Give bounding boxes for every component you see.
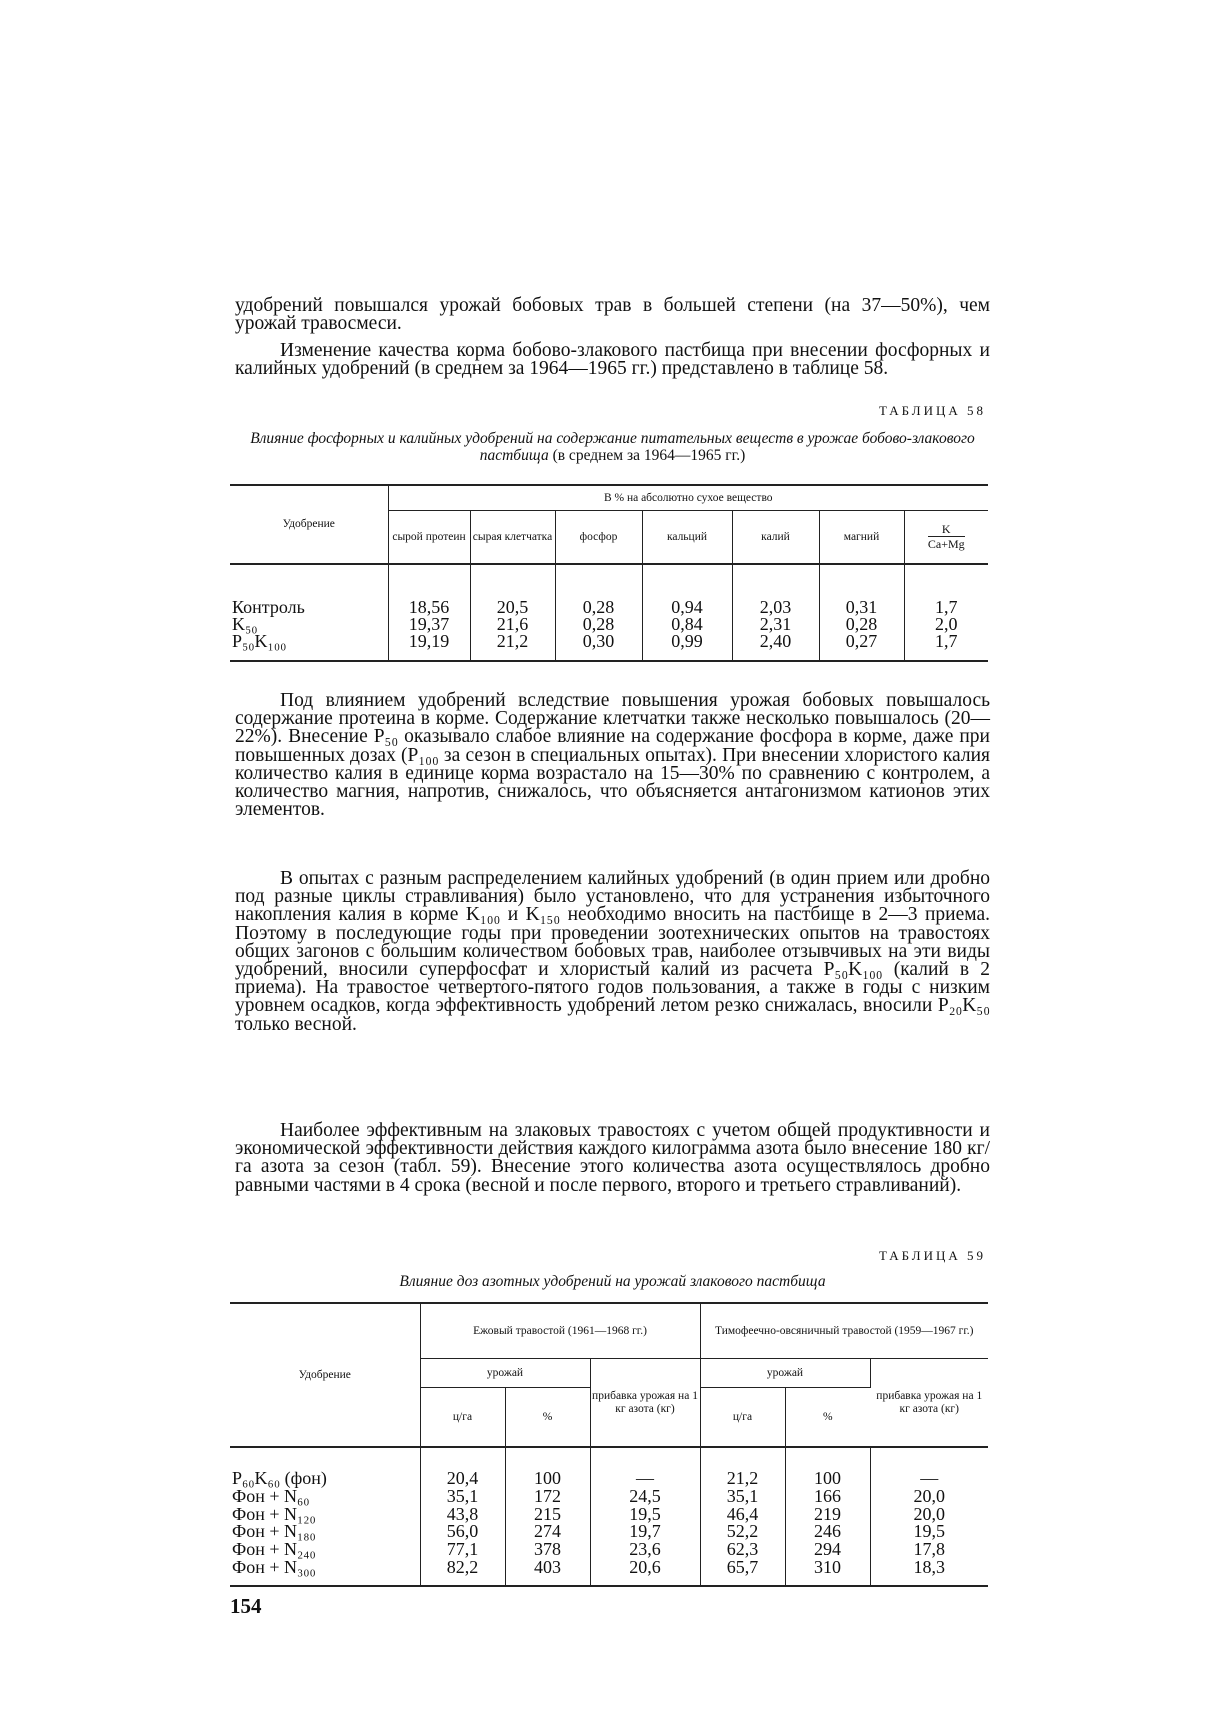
table58-col-ratio (904, 511, 988, 565)
cell: 82,2 (420, 1559, 505, 1586)
cell: 17,8 (913, 1539, 945, 1560)
row-label: Фон + N₆₀ (230, 1488, 420, 1506)
cell: 20,5 (470, 564, 555, 616)
cell: 65,7 (700, 1559, 785, 1586)
table59-unit-cha-2: ц/га (700, 1388, 785, 1448)
row-label: P₆₀K₆₀ (фон) (230, 1447, 420, 1488)
table58-header-fert: Удобрение (230, 485, 388, 564)
cell: 246 (785, 1523, 870, 1541)
table58-title-text: Влияние фосфорных и калийных удобрений на содержание питательных веществ в урожае бобово-злакового пастбища (250, 430, 975, 464)
paragraph-potassium: В опытах с разным распределением калийных удобрений (в один прием или дробно под разные циклы стравливания) было установлено, что для устранения избыточного накопления калия в корме K₁₀₀ и K₁₅₀ необходимо вносить на пастбище в 2—3 приема. Поэтому в последующие годы при проведении зоотехнических опытов на травостоях общих загонов с большим количеством бобовых трав, наиболее отзывчивых на эти виды удобрений, вносили суперфосфат и хлористый калий из расчета P₅₀K₁₀₀ (калий в 2 приема). На травостое четвертого-пятого годов пользования, а также в годы с низким уровнем осадков, когда эффективность удобрений летом резко снижалась, вносили P₂₀K₅₀ только весной. (235, 868, 990, 1035)
ratio-fraction (928, 522, 965, 551)
cell: 0,27 (819, 633, 904, 661)
cell: 20,0 (913, 1485, 945, 1506)
cell: 77,1 (420, 1541, 505, 1559)
ratio-numerator: K (928, 522, 965, 537)
cell: 1,7 (935, 597, 958, 617)
cell: — (920, 1468, 939, 1488)
cell: 18,56 (388, 564, 470, 616)
cell: 46,4 (700, 1506, 785, 1524)
table58-col-magnesium: магний (819, 511, 904, 565)
cell: 215 (505, 1506, 590, 1524)
cell: 35,1 (700, 1488, 785, 1506)
cell: 2,31 (732, 616, 819, 633)
cell: 2,40 (732, 633, 819, 661)
table58-col-potassium: калий (732, 511, 819, 565)
cell: 166 (785, 1488, 870, 1506)
table-row (230, 1559, 988, 1586)
cell: 23,6 (590, 1541, 700, 1559)
cell: 378 (505, 1541, 590, 1559)
cell: 21,2 (700, 1447, 785, 1488)
cell: 43,8 (420, 1506, 505, 1524)
cell: 20,4 (420, 1447, 505, 1488)
cell: 0,84 (642, 616, 732, 633)
table-row (230, 1541, 988, 1559)
table58 (230, 484, 988, 662)
cell: 1,7 (935, 631, 958, 651)
cell: 0,28 (555, 616, 642, 633)
cell: 2,0 (935, 614, 958, 634)
row-label: Фон + N₁₈₀ (230, 1523, 420, 1541)
paragraph-nitrogen: Наиболее эффективным на злаковых травостоях с учетом общей продуктивности и экономической эффективности действия каждого килограмма азота было внесение 180 кг/га азота за сезон (табл. 59). Внесение этого количества азота осуществлялось дробно равными частями в 4 срока (весной и после первого, второго и третьего стравливаний). (235, 1120, 990, 1196)
cell: 2,03 (732, 564, 819, 616)
cell: 21,2 (470, 633, 555, 661)
cell: 310 (785, 1559, 870, 1586)
page-number: 154 (230, 1594, 262, 1618)
table58-col-calcium: кальций (642, 511, 732, 565)
table58-label: ТАБЛИЦА 58 (878, 403, 986, 418)
ratio-denominator: Ca+Mg (927, 537, 965, 551)
table-row (230, 633, 988, 661)
cell: 19,37 (388, 616, 470, 633)
table59-group-orchard: Ежовый травостой (1961—1968 гг.) (420, 1303, 700, 1359)
row-label: Фон + N₁₂₀ (230, 1506, 420, 1524)
row-label: Фон + N₃₀₀ (230, 1559, 420, 1586)
row-label: Фон + N₂₄₀ (230, 1541, 420, 1559)
table59-increase-1: прибавка урожая на 1 кг азота (кг) (590, 1359, 700, 1448)
table-row (230, 1506, 988, 1524)
cell: 20,0 (913, 1503, 945, 1524)
cell: 0,28 (819, 616, 904, 633)
table59-unit-pct-2: % (822, 1410, 833, 1423)
table59-unit-pct-1: % (505, 1388, 590, 1448)
cell: 403 (505, 1559, 590, 1586)
cell: — (590, 1447, 700, 1488)
table-row (230, 564, 988, 616)
table59-yield-2: урожай (700, 1359, 870, 1388)
table58-col-phosphorus: фосфор (555, 511, 642, 565)
cell: 52,2 (700, 1523, 785, 1541)
cell: 62,3 (700, 1541, 785, 1559)
table58-col-fiber: сырая клетчатка (470, 511, 555, 565)
cell: 0,28 (555, 564, 642, 616)
row-label: P₅₀K₁₀₀ (230, 633, 388, 661)
cell: 0,31 (819, 564, 904, 616)
paragraph-continuation: удобрений повышался урожай бобовых трав в большей степени (на 37—50%), чем урожай травосмеси. (235, 295, 990, 335)
cell: 19,19 (388, 633, 470, 661)
cell: 0,94 (642, 564, 732, 616)
row-label: K₅₀ (230, 616, 388, 633)
cell: 19,5 (913, 1521, 945, 1542)
cell: 56,0 (420, 1523, 505, 1541)
cell: 0,99 (642, 633, 732, 661)
table59-unit-cha-1: ц/га (420, 1388, 505, 1448)
table59-group-timothy: Тимофеечно-овсяничный травостой (1959—1967 гг.) (700, 1303, 988, 1359)
table58-title (235, 430, 990, 464)
table58-col-protein: сырой протеин (388, 511, 470, 565)
cell: 219 (785, 1506, 870, 1524)
cell: 20,6 (590, 1559, 700, 1586)
cell: 19,7 (590, 1523, 700, 1541)
cell: 100 (785, 1447, 870, 1488)
cell: 294 (785, 1541, 870, 1559)
table-row (230, 1488, 988, 1506)
cell: 274 (505, 1523, 590, 1541)
table-row (230, 1523, 988, 1541)
cell: 35,1 (420, 1488, 505, 1506)
cell: 24,5 (590, 1488, 700, 1506)
paragraph-protein: Под влиянием удобрений вследствие повышения урожая бобовых повышалось содержание протеина в корме. Содержание клетчатки также несколько повышалось (20—22%). Внесение P₅₀ оказывало слабое влияние на содержание фосфора в корме, даже при повышенных дозах (P₁₀₀ за сезон в специальных опытах). При внесении хлористого калия количество калия в единице корма возрастало на 15—30% по сравнению с контролем, а количество магния, напротив, снижалось, что объясняется антагонизмом катионов этих элементов. (235, 690, 990, 821)
cell: 0,30 (555, 633, 642, 661)
cell: 18,3 (913, 1556, 945, 1577)
table59-increase-2: прибавка урожая на 1 кг азота (кг) (876, 1390, 983, 1415)
cell: 21,6 (470, 616, 555, 633)
cell: 172 (505, 1488, 590, 1506)
paragraph-table58-intro: Изменение качества корма бобово-злакового пастбища при внесении фосфорных и калийных удобрений (в среднем за 1964—1965 гг.) представлено в таблице 58. (235, 340, 990, 380)
table58-group-header: В % на абсолютно сухое вещество (388, 485, 988, 511)
table58-title-suffix: (в среднем за 1964—1965 гг.) (552, 447, 746, 464)
cell: 100 (505, 1447, 590, 1488)
table59-title: Влияние доз азотных удобрений на урожай злакового пастбища (399, 1273, 826, 1290)
table59-yield-1: урожай (420, 1359, 590, 1388)
row-label: Контроль (230, 564, 388, 616)
table59 (230, 1302, 988, 1587)
table59-header-fert: Удобрение (230, 1303, 420, 1447)
table59-label: ТАБЛИЦА 59 (878, 1248, 986, 1263)
cell: 19,5 (590, 1506, 700, 1524)
table-row (230, 1447, 988, 1488)
